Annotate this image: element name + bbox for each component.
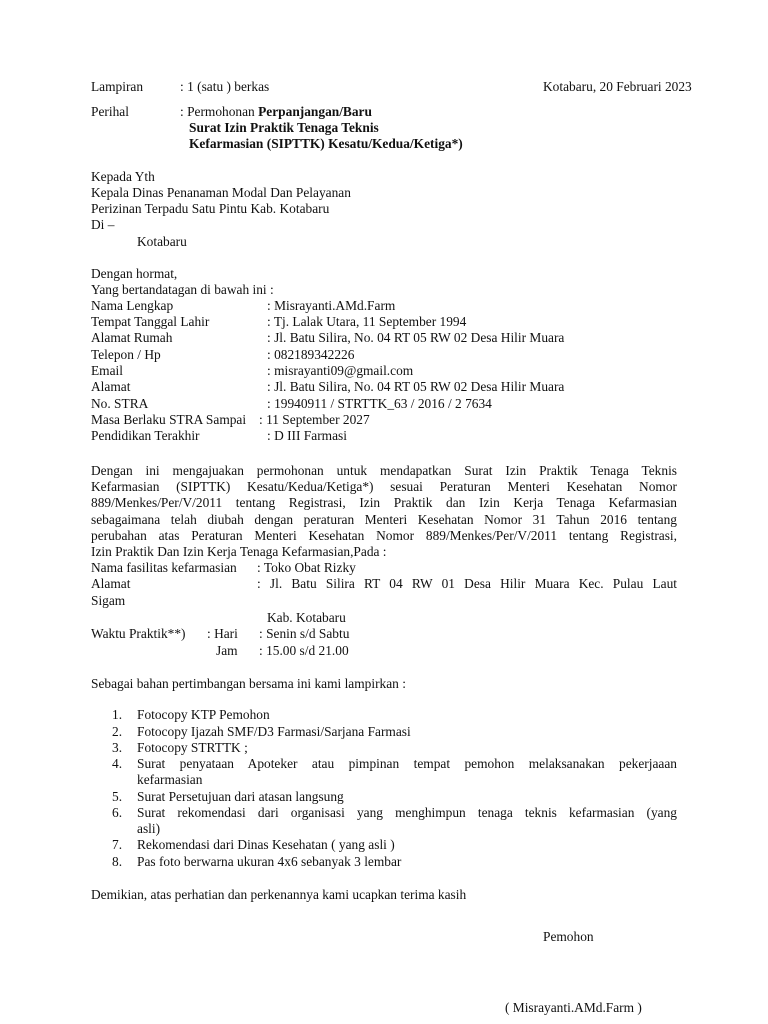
applicant-label: Nama Lengkap xyxy=(91,298,174,313)
list-item: Pas foto berwarna ukuran 4x6 sebanyak 3 lembar xyxy=(137,854,402,869)
applicant-value: : Tj. Lalak Utara, 11 September 1994 xyxy=(267,314,467,329)
list-item-number: 2. xyxy=(112,724,123,739)
body-line: sebagaimana telah diubah dengan peraturan Menteri Kesehatan Nomor 31 Tahun 2016 tentang xyxy=(91,512,677,527)
applicant-label: Alamat xyxy=(91,379,131,394)
applicant-label: Tempat Tanggal Lahir xyxy=(91,314,210,329)
hari-value: : Senin s/d Sabtu xyxy=(259,626,350,641)
perihal-line-2: Surat Izin Praktik Tenaga Teknis xyxy=(189,120,379,135)
intro: Yang bertandatagan di bawah ini : xyxy=(91,282,274,297)
facility-address-label: Alamat xyxy=(91,576,131,591)
list-item-number: 4. xyxy=(112,756,123,771)
list-item-cont: kefarmasian xyxy=(137,772,203,787)
applicant-label: Masa Berlaku STRA Sampai xyxy=(91,412,247,427)
applicant-value: : Jl. Batu Silira, No. 04 RT 05 RW 02 Desa Hilir Muara xyxy=(267,330,565,345)
applicant-value: : D III Farmasi xyxy=(267,428,347,443)
facility-address-cont: Sigam xyxy=(91,593,126,608)
body-line: 889/Menkes/Per/V/2011 tentang Registrasi, Izin Praktik dan Izin Kerja Tenaga Kefarmasian xyxy=(91,495,677,510)
greeting: Dengan hormat, xyxy=(91,266,178,281)
list-item: Surat Persetujuan dari atasan langsung xyxy=(137,789,344,804)
jam-value: : 15.00 s/d 21.00 xyxy=(259,643,349,658)
jam-label: Jam xyxy=(216,643,238,658)
applicant-value: : Jl. Batu Silira, No. 04 RT 05 RW 02 Desa Hilir Muara xyxy=(267,379,565,394)
applicant-value: : 11 September 2027 xyxy=(259,412,370,427)
lampiran-label: Lampiran xyxy=(91,79,144,94)
applicant-value: : Misrayanti.AMd.Farm xyxy=(267,298,396,313)
waktu-praktik-label: Waktu Praktik**) xyxy=(91,626,186,641)
list-item-cont: asli) xyxy=(137,821,161,836)
list-item-number: 8. xyxy=(112,854,123,869)
list-item-number: 5. xyxy=(112,789,123,804)
facility-city: Kab. Kotabaru xyxy=(267,610,346,625)
signature-role: Pemohon xyxy=(543,929,594,944)
list-item-number: 6. xyxy=(112,805,123,820)
list-item-number: 1. xyxy=(112,707,123,722)
signature-name: ( Misrayanti.AMd.Farm ) xyxy=(505,1000,642,1015)
applicant-value: : 19940911 / STRTTK_63 / 2016 / 2 7634 xyxy=(267,396,492,411)
applicant-label: Telepon / Hp xyxy=(91,347,161,362)
list-item: Surat rekomendasi dari organisasi yang menghimpun tenaga teknis kefarmasian (yang xyxy=(137,805,677,820)
applicant-label: Pendidikan Terakhir xyxy=(91,428,200,443)
list-item: Fotocopy KTP Pemohon xyxy=(137,707,270,722)
place-date: Kotabaru, 20 Februari 2023 xyxy=(543,79,692,94)
list-item-number: 7. xyxy=(112,837,123,852)
hari-label: : Hari xyxy=(207,626,238,641)
list-item: Fotocopy Ijazah SMF/D3 Farmasi/Sarjana Farmasi xyxy=(137,724,411,739)
applicant-label: Alamat Rumah xyxy=(91,330,173,345)
applicant-value: : 082189342226 xyxy=(267,347,355,362)
facility-address-value: : Jl. Batu Silira RT 04 RW 01 Desa Hilir Muara Kec. Pulau Laut xyxy=(257,576,677,591)
list-item: Fotocopy STRTTK ; xyxy=(137,740,248,755)
attachments-intro: Sebagai bahan pertimbangan bersama ini kami lampirkan : xyxy=(91,676,406,691)
recipient-line-3: Perizinan Terpadu Satu Pintu Kab. Kotabaru xyxy=(91,201,330,216)
body-line: Dengan ini mengajuakan permohonan untuk mendapatkan Surat Izin Praktik Tenaga Teknis xyxy=(91,463,677,478)
recipient-line-2: Kepala Dinas Penanaman Modal Dan Pelayanan xyxy=(91,185,351,200)
applicant-label: No. STRA xyxy=(91,396,149,411)
lampiran-value: : 1 (satu ) berkas xyxy=(180,79,270,94)
list-item-number: 3. xyxy=(112,740,123,755)
recipient-line-1: Kepada Yth xyxy=(91,169,155,184)
recipient-line-4: Di – xyxy=(91,217,115,232)
perihal-label: Perihal xyxy=(91,104,129,119)
facility-label: Nama fasilitas kefarmasian xyxy=(91,560,237,575)
applicant-value: : misrayanti09@gmail.com xyxy=(267,363,414,378)
list-item: Rekomendasi dari Dinas Kesehatan ( yang asli ) xyxy=(137,837,395,852)
perihal-line-3: Kefarmasian (SIPTTK) Kesatu/Kedua/Ketiga*) xyxy=(189,136,463,151)
closing-text: Demikian, atas perhatian dan perkenannya kami ucapkan terima kasih xyxy=(91,887,467,902)
recipient-city: Kotabaru xyxy=(137,234,187,249)
body-line: perubahan atas Peraturan Menteri Kesehatan Nomor 889/Menkes/Per/V/2011 tentang Registrasi, xyxy=(91,528,677,543)
perihal-line-1: : Permohonan Perpanjangan/Baru xyxy=(180,104,372,119)
list-item: Surat penyataan Apoteker atau pimpinan tempat pemohon melaksanakan pekerjaaan xyxy=(137,756,677,771)
applicant-label: Email xyxy=(91,363,123,378)
body-line: Kefarmasian (SIPTTK) Kesatu/Kedua/Ketiga*) sesuai Peraturan Menteri Kesehatan Nomor xyxy=(91,479,677,494)
body-line-last: Izin Praktik Dan Izin Kerja Tenaga Kefarmasian,Pada : xyxy=(91,544,387,559)
facility-value: : Toko Obat Rizky xyxy=(257,560,356,575)
